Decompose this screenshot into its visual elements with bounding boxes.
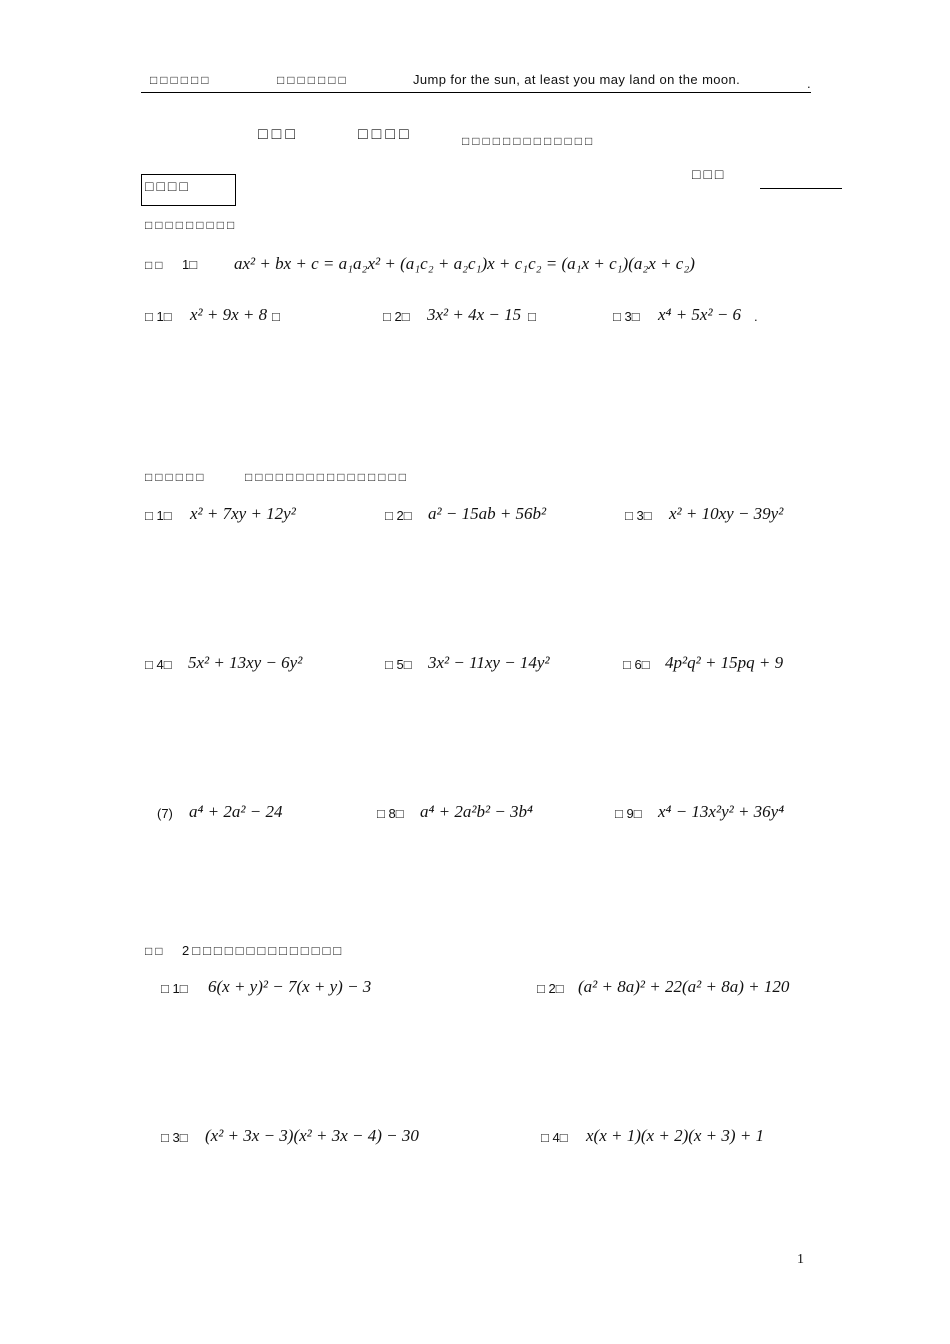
title-subtitle: □□□□□□□□□□□□□: [462, 134, 596, 148]
s1-problem-label: □ 3□: [613, 309, 640, 324]
example1-num: 1□: [182, 257, 198, 272]
s1-problem-suffix: □: [272, 309, 280, 324]
s1-problem-label: □ 2□: [383, 309, 410, 324]
section2-heading-a: □□□□□□: [145, 470, 207, 484]
s2-problem-expr: a⁴ + 2a²b² − 3b⁴: [420, 802, 533, 821]
name-blank-line[interactable]: [760, 188, 842, 189]
s3-problem-label: □ 4□: [541, 1130, 568, 1145]
s2-problem-label: □ 6□: [623, 657, 650, 672]
s3-problem-label: □ 2□: [537, 981, 564, 996]
header-left-b: □□□□□□□: [277, 73, 349, 87]
section1-heading: □□□□□□□□□: [145, 218, 238, 232]
s1-problem-expr: x⁴ + 5x² − 6: [658, 305, 742, 324]
s2-problem-expr: 4p²q² + 15pq + 9: [665, 653, 784, 672]
section3-heading-prefix: □□: [145, 944, 166, 958]
s3-problem-expr: x(x + 1)(x + 2)(x + 3) + 1: [586, 1126, 765, 1145]
box-label: □□□□: [145, 178, 191, 194]
s2-problem-label: (7): [157, 806, 173, 821]
s2-problem-expr: 5x² + 13xy − 6y²: [188, 653, 303, 672]
title-part-a: □□□: [258, 126, 299, 143]
s2-problem-expr: 3x² − 11xy − 14y²: [428, 653, 550, 672]
s1-problem-expr: 3x² + 4x − 15: [427, 305, 522, 324]
page-number: 1: [797, 1252, 804, 1267]
title-part-b: □□□□: [358, 126, 413, 143]
s2-problem-label: □ 2□: [385, 508, 412, 523]
s1-problem-suffix: □: [528, 309, 536, 324]
s2-problem-label: □ 3□: [625, 508, 652, 523]
s3-problem-label: □ 3□: [161, 1130, 188, 1145]
s3-problem-expr: 6(x + y)² − 7(x + y) − 3: [208, 977, 372, 996]
section3-heading-num: 2□□□□□□□□□□□□□□: [182, 943, 345, 958]
s2-problem-label: □ 4□: [145, 657, 172, 672]
s2-problem-expr: a² − 15ab + 56b²: [428, 504, 547, 523]
s2-problem-label: □ 9□: [615, 806, 642, 821]
s2-problem-label: □ 8□: [377, 806, 404, 821]
example1-formula: ax² + bx + c = a₁a₂x² + (a₁c₂ + a₂c₁)x + c₁c₂ = (a₁x + c₁)(a₂x + c₂): [234, 254, 695, 273]
s3-problem-expr: (a² + 8a)² + 22(a² + 8a) + 120: [578, 977, 790, 996]
s2-problem-expr: x⁴ − 13x²y² + 36y⁴: [658, 802, 785, 821]
s1-problem-label: □ 1□: [145, 309, 172, 324]
header-rule: [141, 92, 811, 93]
s3-problem-expr: (x² + 3x − 3)(x² + 3x − 4) − 30: [205, 1126, 419, 1145]
s1-problem-expr: x² + 9x + 8: [190, 305, 268, 324]
s2-problem-label: □ 1□: [145, 508, 172, 523]
s3-problem-label: □ 1□: [161, 981, 188, 996]
example1-prefix: □□: [145, 258, 166, 272]
s2-problem-expr: x² + 7xy + 12y²: [190, 504, 296, 523]
section2-heading-b: □□□□□□□□□□□□□□□□: [245, 470, 409, 484]
s1-problem-suffix: .: [754, 309, 758, 324]
s2-problem-label: □ 5□: [385, 657, 412, 672]
name-label: □□□: [692, 166, 727, 182]
s2-problem-expr: a⁴ + 2a² − 24: [189, 802, 283, 821]
s2-problem-expr: x² + 10xy − 39y²: [669, 504, 784, 523]
header-dot: .: [807, 76, 811, 91]
header-left-a: □□□□□□: [150, 73, 212, 87]
header-motto: Jump for the sun, at least you may land on the moon.: [413, 72, 741, 87]
